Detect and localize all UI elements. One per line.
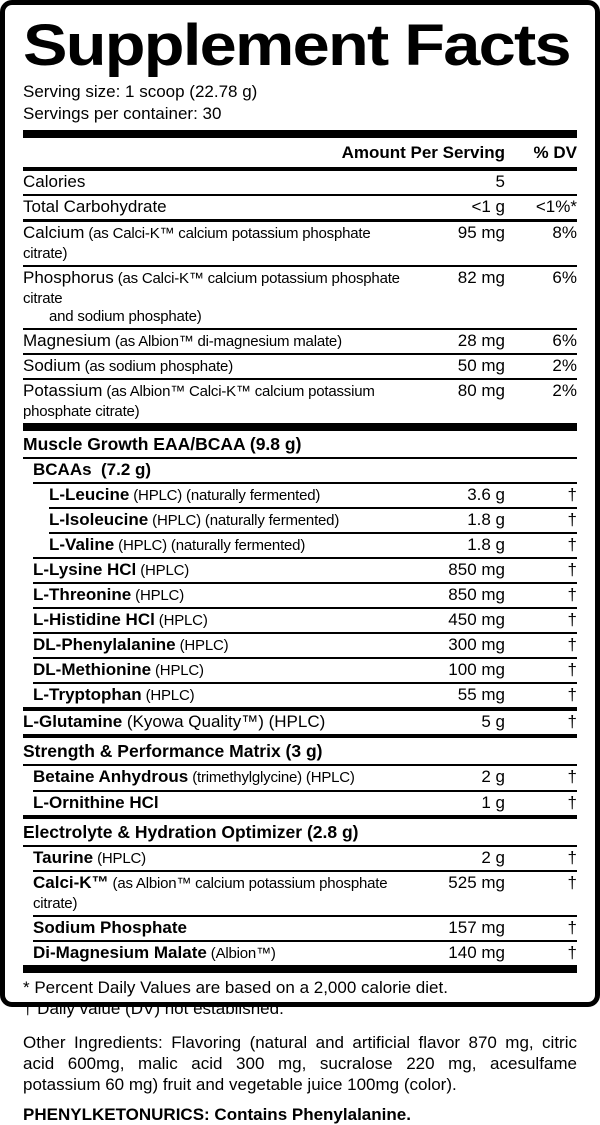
ingredient-name: DL-Methionine (HPLC) bbox=[33, 660, 204, 680]
facts-table bbox=[23, 138, 577, 973]
dv-value: † bbox=[567, 660, 577, 680]
amount-value: 157 mg bbox=[448, 917, 505, 937]
ingredient-name: Calories bbox=[23, 171, 86, 191]
dv-value: 2% bbox=[552, 355, 577, 375]
dv-value: 6% bbox=[552, 267, 577, 287]
table-row bbox=[23, 534, 577, 557]
dv-value: † bbox=[567, 942, 577, 962]
table-row bbox=[23, 634, 577, 657]
table-row bbox=[23, 659, 577, 682]
amount-value: <1 g bbox=[471, 196, 505, 216]
table-row bbox=[23, 171, 577, 194]
ingredient-name: L-Isoleucine (HPLC) (naturally fermented) bbox=[49, 509, 340, 529]
amount-value: 2 g bbox=[481, 847, 505, 867]
table-row bbox=[23, 222, 577, 265]
amount-value: 1.8 g bbox=[467, 534, 505, 554]
amount-per-serving-header: Amount Per Serving bbox=[341, 142, 505, 162]
amount-value: 450 mg bbox=[448, 610, 505, 630]
percent-dv-header: % DV bbox=[533, 142, 577, 162]
amount-value: 300 mg bbox=[448, 635, 505, 655]
table-row bbox=[23, 559, 577, 582]
ingredient-name: Calci-K™ (as Albion™ calcium potassium phosphate citrate) bbox=[33, 872, 392, 912]
thick-rule-top bbox=[23, 130, 577, 138]
ingredient-name: L-Glutamine (Kyowa Quality™) (HPLC) bbox=[23, 712, 326, 732]
table-row bbox=[23, 847, 577, 870]
dv-value: † bbox=[567, 767, 577, 787]
heavy-rule bbox=[23, 423, 577, 431]
dv-value: † bbox=[567, 534, 577, 554]
dv-value: † bbox=[567, 847, 577, 867]
section-header: Electrolyte & Hydration Optimizer (2.8 g) bbox=[23, 821, 359, 842]
dv-value: † bbox=[567, 484, 577, 504]
dv-value: † bbox=[567, 585, 577, 605]
amount-value: 850 mg bbox=[448, 560, 505, 580]
table-row bbox=[23, 609, 577, 632]
table-row bbox=[23, 942, 577, 965]
ingredient-name: Di-Magnesium Malate (Albion™) bbox=[33, 942, 276, 962]
amount-value: 82 mg bbox=[457, 267, 505, 287]
dv-value: 6% bbox=[552, 330, 577, 350]
amount-value: 55 mg bbox=[457, 685, 505, 705]
dv-value: † bbox=[567, 872, 577, 892]
ingredient-name: L-Valine (HPLC) (naturally fermented) bbox=[49, 534, 306, 554]
amount-value: 100 mg bbox=[448, 660, 505, 680]
footnote-daily-values: * Percent Daily Values are based on a 2,000 calorie diet. bbox=[23, 977, 448, 997]
table-row bbox=[23, 330, 577, 353]
servings-per-container: Servings per container: 30 bbox=[23, 103, 222, 123]
footnotes bbox=[23, 977, 577, 1020]
amount-value: 1 g bbox=[481, 792, 505, 812]
table-row bbox=[23, 584, 577, 607]
ingredient-name: Calcium (as Calci-K™ calcium potassium phosphate citrate) bbox=[23, 222, 375, 262]
serving-size: Serving size: 1 scoop (22.78 g) bbox=[23, 82, 258, 101]
table-row bbox=[23, 267, 577, 328]
table-row bbox=[23, 484, 577, 507]
table-row bbox=[23, 459, 577, 482]
ingredient-name: L-Tryptophan (HPLC) bbox=[33, 685, 195, 705]
ingredient-name: Magnesium (as Albion™ di-magnesium malate) bbox=[23, 330, 342, 350]
dv-value: † bbox=[567, 792, 577, 812]
amount-value: 95 mg bbox=[457, 222, 505, 242]
ingredient-name: Total Carbohydrate bbox=[23, 196, 167, 216]
ingredient-name: Sodium (as sodium phosphate) bbox=[23, 355, 233, 375]
amount-value: 5 bbox=[495, 171, 505, 191]
section-header: Muscle Growth EAA/BCAA (9.8 g) bbox=[23, 433, 302, 454]
ingredient-name: L-Ornithine HCl bbox=[33, 792, 159, 812]
ingredient-name: Potassium (as Albion™ Calci-K™ calcium potassium phosphate citrate) bbox=[23, 380, 379, 420]
page-title: Supplement Facts bbox=[23, 13, 570, 78]
amount-value: 1.8 g bbox=[467, 509, 505, 529]
table-row bbox=[23, 196, 577, 219]
amount-value: 28 mg bbox=[457, 330, 505, 350]
amount-value: 50 mg bbox=[457, 355, 505, 375]
other-ingredients: Other Ingredients: Flavoring (natural and artificial flavor 870 mg, citric acid 600mg, malic acid 300 mg, sucralose 220 mg, acesulfame potassium 60 mg) fruit and vegetable juice 100mg (color). bbox=[23, 1033, 577, 1094]
ingredient-name: Sodium Phosphate bbox=[33, 917, 187, 937]
table-row bbox=[23, 917, 577, 940]
dv-value: † bbox=[567, 917, 577, 937]
dv-value: † bbox=[567, 560, 577, 580]
amount-value: 2 g bbox=[481, 767, 505, 787]
amount-value: 525 mg bbox=[448, 872, 505, 892]
ingredient-name: L-Lysine HCl (HPLC) bbox=[33, 560, 190, 580]
table-row bbox=[23, 792, 577, 815]
ingredient-name: BCAAs (7.2 g) bbox=[33, 459, 152, 479]
heavy-rule bbox=[23, 965, 577, 973]
dv-value: † bbox=[567, 509, 577, 529]
table-row bbox=[23, 509, 577, 532]
ingredient-name: L-Histidine HCl (HPLC) bbox=[33, 610, 208, 630]
dv-value: † bbox=[567, 610, 577, 630]
dv-value: <1%* bbox=[535, 196, 577, 216]
footnote-dagger: † Daily value (DV) not established. bbox=[23, 999, 284, 1019]
dv-value: † bbox=[567, 712, 577, 732]
ingredient-name: Taurine (HPLC) bbox=[33, 847, 146, 867]
dv-value: 2% bbox=[552, 380, 577, 400]
table-row bbox=[23, 766, 577, 789]
dv-value: † bbox=[567, 685, 577, 705]
phenylketonurics-warning: PHENYLKETONURICS: Contains Phenylalanine. bbox=[23, 1104, 411, 1124]
table-row bbox=[23, 711, 577, 734]
table-row bbox=[23, 684, 577, 707]
ingredient-name: DL-Phenylalanine (HPLC) bbox=[33, 635, 229, 655]
column-header-row bbox=[23, 138, 577, 167]
amount-value: 140 mg bbox=[448, 942, 505, 962]
table-row bbox=[23, 872, 577, 915]
amount-value: 5 g bbox=[481, 712, 505, 732]
table-row bbox=[23, 380, 577, 423]
ingredient-name: Phosphorus (as Calci-K™ calcium potassium phosphate citrate and sodium phosphate) bbox=[23, 267, 404, 325]
ingredient-name: L-Leucine (HPLC) (naturally fermented) bbox=[49, 484, 321, 504]
ingredient-name: L-Threonine (HPLC) bbox=[33, 585, 184, 605]
amount-value: 850 mg bbox=[448, 585, 505, 605]
section-header: Strength & Performance Matrix (3 g) bbox=[23, 741, 323, 762]
dv-value: 8% bbox=[552, 222, 577, 242]
dv-value: † bbox=[567, 635, 577, 655]
amount-value: 80 mg bbox=[457, 380, 505, 400]
ingredient-name: Betaine Anhydrous (trimethylglycine) (HPLC) bbox=[33, 767, 355, 787]
table-row bbox=[23, 355, 577, 378]
amount-value: 3.6 g bbox=[467, 484, 505, 504]
